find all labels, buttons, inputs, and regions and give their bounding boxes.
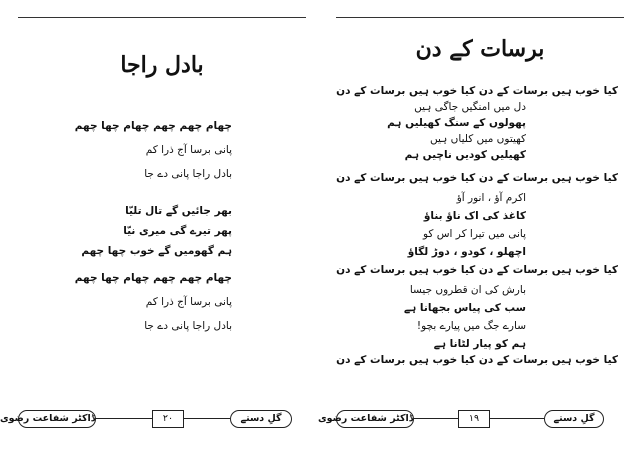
poem-line: اکرم آؤ ، انور آؤ (456, 192, 526, 204)
poem-line: بارش کی ان قطروں جیسا (409, 284, 526, 296)
poem-line: بادل راجا پانی دے جا (144, 320, 232, 332)
page-number: ۲۰ (152, 410, 184, 428)
poem-line: پھر تیرے گی میری نیّا (123, 225, 232, 237)
poem-title: برسات کے دن (415, 36, 545, 62)
poem-line: چھام چھم چھم چھام چھا چھم (74, 272, 232, 284)
book-badge: گلِ دستے (230, 410, 292, 428)
footer-line (412, 418, 458, 419)
poem-refrain: کیا خوب ہیں برسات کے دن کیا خوب ہیں برسات کے دن (336, 172, 618, 184)
poem-line: سب کی پیاس بجھانا ہے (403, 302, 526, 314)
poem-refrain: کیا خوب ہیں برسات کے دن کیا خوب ہیں برسات کے دن (336, 354, 618, 366)
poem-line: اچھلو ، کودو ، دوڑ لگاؤ (407, 246, 526, 258)
page-footer (0, 410, 306, 428)
page-number: ۱۹ (458, 410, 490, 428)
poem-line: ہم کو پیار لٹانا ہے (433, 338, 526, 350)
poem-line: کھیلیں کودیں ناچیں ہم (404, 149, 526, 161)
poem-line: کھیتوں میں کلیاں ہیں (430, 133, 526, 145)
author-badge: ڈاکٹر شفاعت رضوی (18, 410, 96, 428)
poem-line: پانی برسا آج ذرا کم (145, 296, 232, 308)
poem-refrain: کیا خوب ہیں برسات کے دن کیا خوب ہیں برسات کے دن (336, 264, 618, 276)
author-badge: ڈاکٹر شفاعت رضوی (336, 410, 414, 428)
footer-line (94, 418, 152, 419)
left-page (0, 0, 306, 451)
poem-line: کاغذ کی اک ناؤ بناؤ (423, 210, 526, 222)
footer-line (182, 418, 230, 419)
page-footer (317, 410, 624, 428)
poem-line: بادل راجا پانی دے جا (144, 168, 232, 180)
poem-line: چھام چھم چھم چھام چھا چھم (74, 120, 232, 132)
top-rule (18, 17, 306, 18)
footer-line (488, 418, 544, 419)
right-page (317, 0, 624, 451)
poem-line: سارے جگ میں پیارے بچو! (416, 320, 526, 332)
top-rule (336, 17, 624, 18)
poem-line: دل میں امنگیں جاگی ہیں (414, 101, 526, 113)
poem-line: پھولوں کے سنگ کھیلیں ہم (387, 117, 526, 129)
poem-line: پانی برسا آج ذرا کم (145, 144, 232, 156)
poem-refrain: کیا خوب ہیں برسات کے دن کیا خوب ہیں برسات کے دن (336, 85, 618, 97)
book-badge: گلِ دستے (544, 410, 604, 428)
poem-line: پانی میں تیرا کر اس کو (422, 228, 526, 240)
poem-line: بھر جائیں گے تال تلیّا (125, 205, 232, 217)
poem-line: ہم گھومیں گے خوب چھا چھم (81, 245, 232, 257)
poem-title: بادل راجا (120, 52, 204, 78)
